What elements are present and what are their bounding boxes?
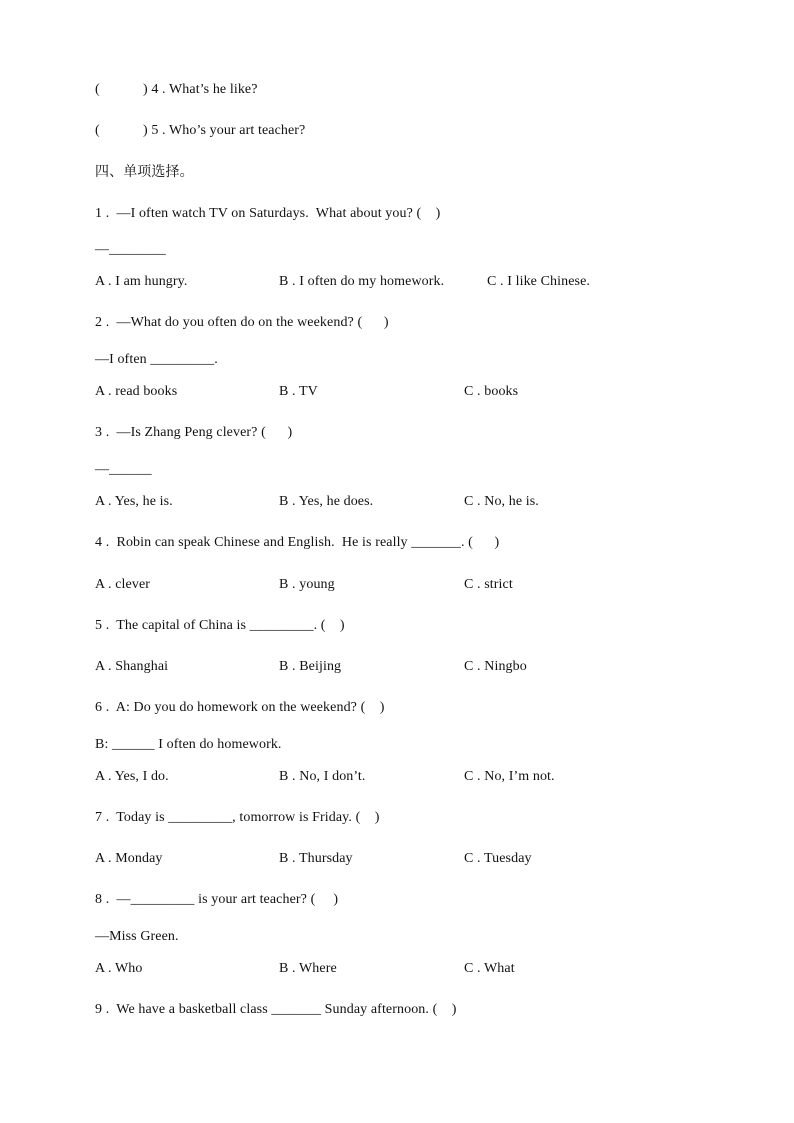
answer-blank-line: —I often _________. xyxy=(95,352,218,367)
question-stem: 5 . The capital of China is _________. ( ) xyxy=(95,618,345,633)
prev-item-5: ( ) 5 . Who’s your art teacher? xyxy=(95,123,306,138)
prev-item-4: ( ) 4 . What’s he like? xyxy=(95,82,258,97)
option-b: B . Beijing xyxy=(279,659,342,674)
question-stem: 8 . —_________ is your art teacher? ( ) xyxy=(95,892,339,907)
option-c: C . No, I’m not. xyxy=(464,769,555,784)
question-stem: 4 . Robin can speak Chinese and English. He is really _______. ( ) xyxy=(95,535,500,550)
option-a: A . Yes, he is. xyxy=(95,494,173,509)
answer-blank-line: —________ xyxy=(95,242,166,257)
question-stem: 9 . We have a basketball class _______ Sunday afternoon. ( ) xyxy=(95,1002,457,1017)
question-stem: 7 . Today is _________, tomorrow is Friday. ( ) xyxy=(95,810,380,825)
option-b: B . I often do my homework. xyxy=(279,274,445,289)
option-b: B . TV xyxy=(279,384,318,399)
option-b: B . Yes, he does. xyxy=(279,494,374,509)
question-stem: 3 . —Is Zhang Peng clever? ( ) xyxy=(95,425,293,440)
question-stem: 2 . —What do you often do on the weekend? ( ) xyxy=(95,315,389,330)
section-title: 四、单项选择。 xyxy=(95,165,194,180)
option-c: C . I like Chinese. xyxy=(487,274,590,289)
option-c: C . No, he is. xyxy=(464,494,539,509)
option-a: A . clever xyxy=(95,577,151,592)
option-c: C . books xyxy=(464,384,519,399)
question-stem: 1 . —I often watch TV on Saturdays. What about you? ( ) xyxy=(95,206,441,221)
option-c: C . What xyxy=(464,961,515,976)
option-c: C . Ningbo xyxy=(464,659,527,674)
option-c: C . strict xyxy=(464,577,513,592)
question-stem: 6 . A: Do you do homework on the weekend? ( ) xyxy=(95,700,385,715)
option-b: B . young xyxy=(279,577,335,592)
option-a: A . Monday xyxy=(95,851,163,866)
option-c: C . Tuesday xyxy=(464,851,532,866)
option-a: A . Shanghai xyxy=(95,659,169,674)
option-a: A . Who xyxy=(95,961,143,976)
answer-blank-line: —______ xyxy=(95,462,152,477)
option-a: A . Yes, I do. xyxy=(95,769,169,784)
option-a: A . read books xyxy=(95,384,178,399)
answer-line: B: ______ I often do homework. xyxy=(95,737,282,752)
answer-line: —Miss Green. xyxy=(95,929,179,944)
option-b: B . No, I don’t. xyxy=(279,769,366,784)
option-a: A . I am hungry. xyxy=(95,274,188,289)
option-b: B . Thursday xyxy=(279,851,353,866)
option-b: B . Where xyxy=(279,961,337,976)
